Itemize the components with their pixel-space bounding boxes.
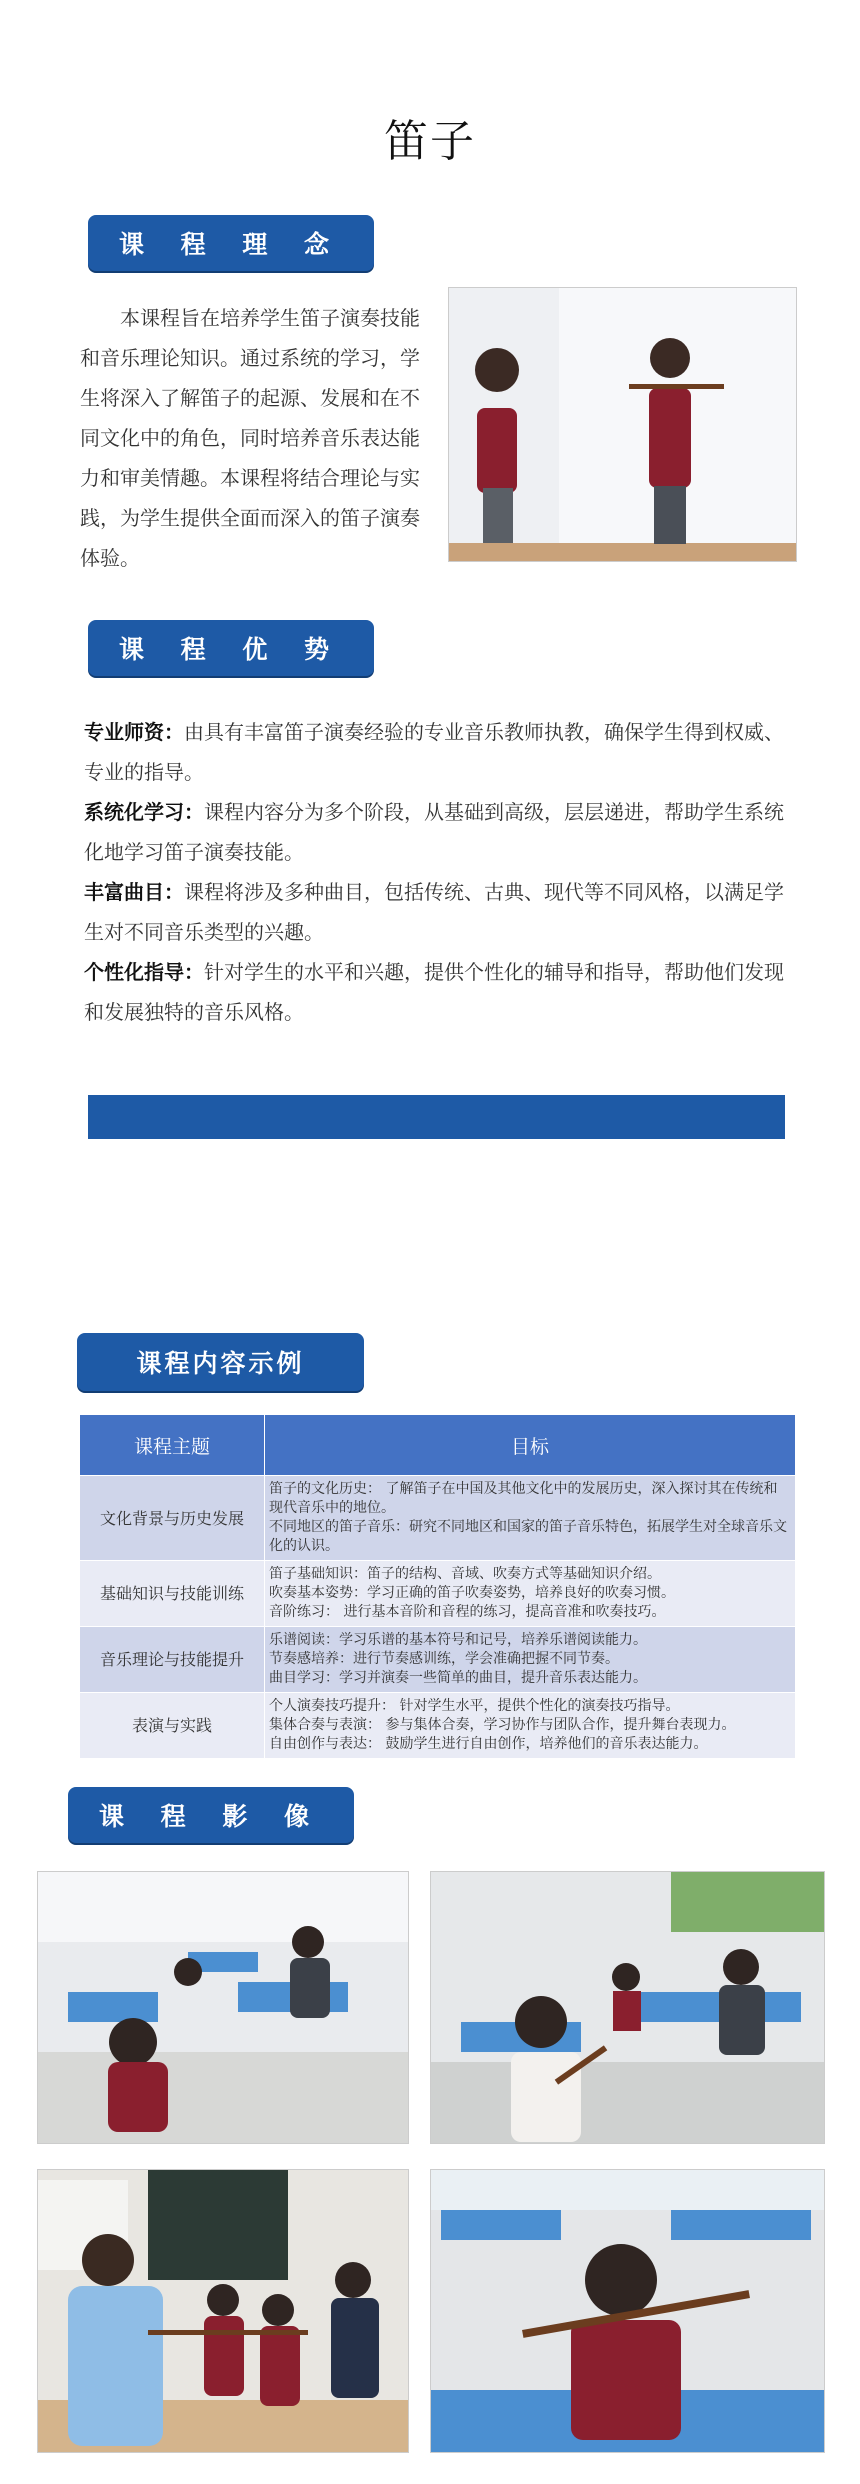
classroom-photo-4 — [430, 2169, 825, 2453]
table-row — [80, 1561, 796, 1627]
advantage-item: 专业师资：由具有丰富笛子演奏经验的专业音乐教师执教，确保学生得到权威、专业的指导。 — [84, 720, 784, 784]
page-title: 笛子 — [384, 116, 476, 167]
table-cell-goal: 乐谱阅读：学习乐谱的基本符号和记号，培养乐谱阅读能力。 节奏感培养：进行节奏感训练，学会准确把握不同节奏。 曲目学习：学习并演奏一些简单的曲目，提升音乐表达能力。 — [265, 1627, 796, 1693]
advantage-item: 丰富曲目：课程将涉及多种曲目，包括传统、古典、现代等不同风格，以满足学生对不同音乐类型的兴趣。 — [84, 880, 784, 944]
advantages-list — [84, 712, 784, 1032]
section-heading-gallery: 课 程 影 像 — [68, 1787, 354, 1843]
table-header-topic: 课程主题 — [80, 1415, 265, 1476]
advantage-item: 个性化指导：针对学生的水平和兴趣，提供个性化的辅导和指导，帮助他们发现和发展独特的音乐风格。 — [84, 960, 784, 1024]
classroom-photo-3 — [37, 2169, 409, 2453]
table-row — [80, 1693, 796, 1759]
table-header-goal: 目标 — [265, 1415, 796, 1476]
divider-bar — [88, 1095, 785, 1139]
section-heading-philosophy: 课 程 理 念 — [88, 215, 374, 271]
table-cell-topic: 音乐理论与技能提升 — [80, 1627, 265, 1693]
table-row — [80, 1627, 796, 1693]
table-cell-goal: 笛子的文化历史： 了解笛子在中国及其他文化中的发展历史，深入探讨其在传统和现代音乐中的地位。 不同地区的笛子音乐：研究不同地区和国家的笛子音乐特色，拓展学生对全球音乐文化的认识。 — [265, 1476, 796, 1561]
table-cell-topic: 文化背景与历史发展 — [80, 1476, 265, 1561]
classroom-photo-1 — [37, 1871, 409, 2144]
course-content-table — [79, 1414, 796, 1759]
table-cell-topic: 基础知识与技能训练 — [80, 1561, 265, 1627]
section-heading-content: 课程内容示例 — [77, 1333, 364, 1391]
classroom-photo-demo — [448, 287, 797, 562]
table-cell-goal: 个人演奏技巧提升： 针对学生水平，提供个性化的演奏技巧指导。 集体合奏与表演： 参与集体合奏，学习协作与团队合作，提升舞台表现力。 自由创作与表达： 鼓励学生进行自由创作，培养他们的音乐表达能力。 — [265, 1693, 796, 1759]
intro-paragraph: 本课程旨在培养学生笛子演奏技能和音乐理论知识。通过系统的学习，学生将深入了解笛子的起源、发展和在不同文化中的角色，同时培养音乐表达能力和审美情趣。本课程将结合理论与实践，为学生提供全面而深入的笛子演奏体验。 — [80, 306, 420, 570]
table-cell-goal: 笛子基础知识：笛子的结构、音域、吹奏方式等基础知识介绍。 吹奏基本姿势：学习正确的笛子吹奏姿势，培养良好的吹奏习惯。 音阶练习： 进行基本音阶和音程的练习，提高音准和吹奏技巧。 — [265, 1561, 796, 1627]
section-heading-advantages: 课 程 优 势 — [88, 620, 374, 676]
classroom-photo-2 — [430, 1871, 825, 2144]
table-cell-topic: 表演与实践 — [80, 1693, 265, 1759]
advantage-item: 系统化学习：课程内容分为多个阶段，从基础到高级，层层递进，帮助学生系统化地学习笛子演奏技能。 — [84, 800, 784, 864]
table-row — [80, 1476, 796, 1561]
